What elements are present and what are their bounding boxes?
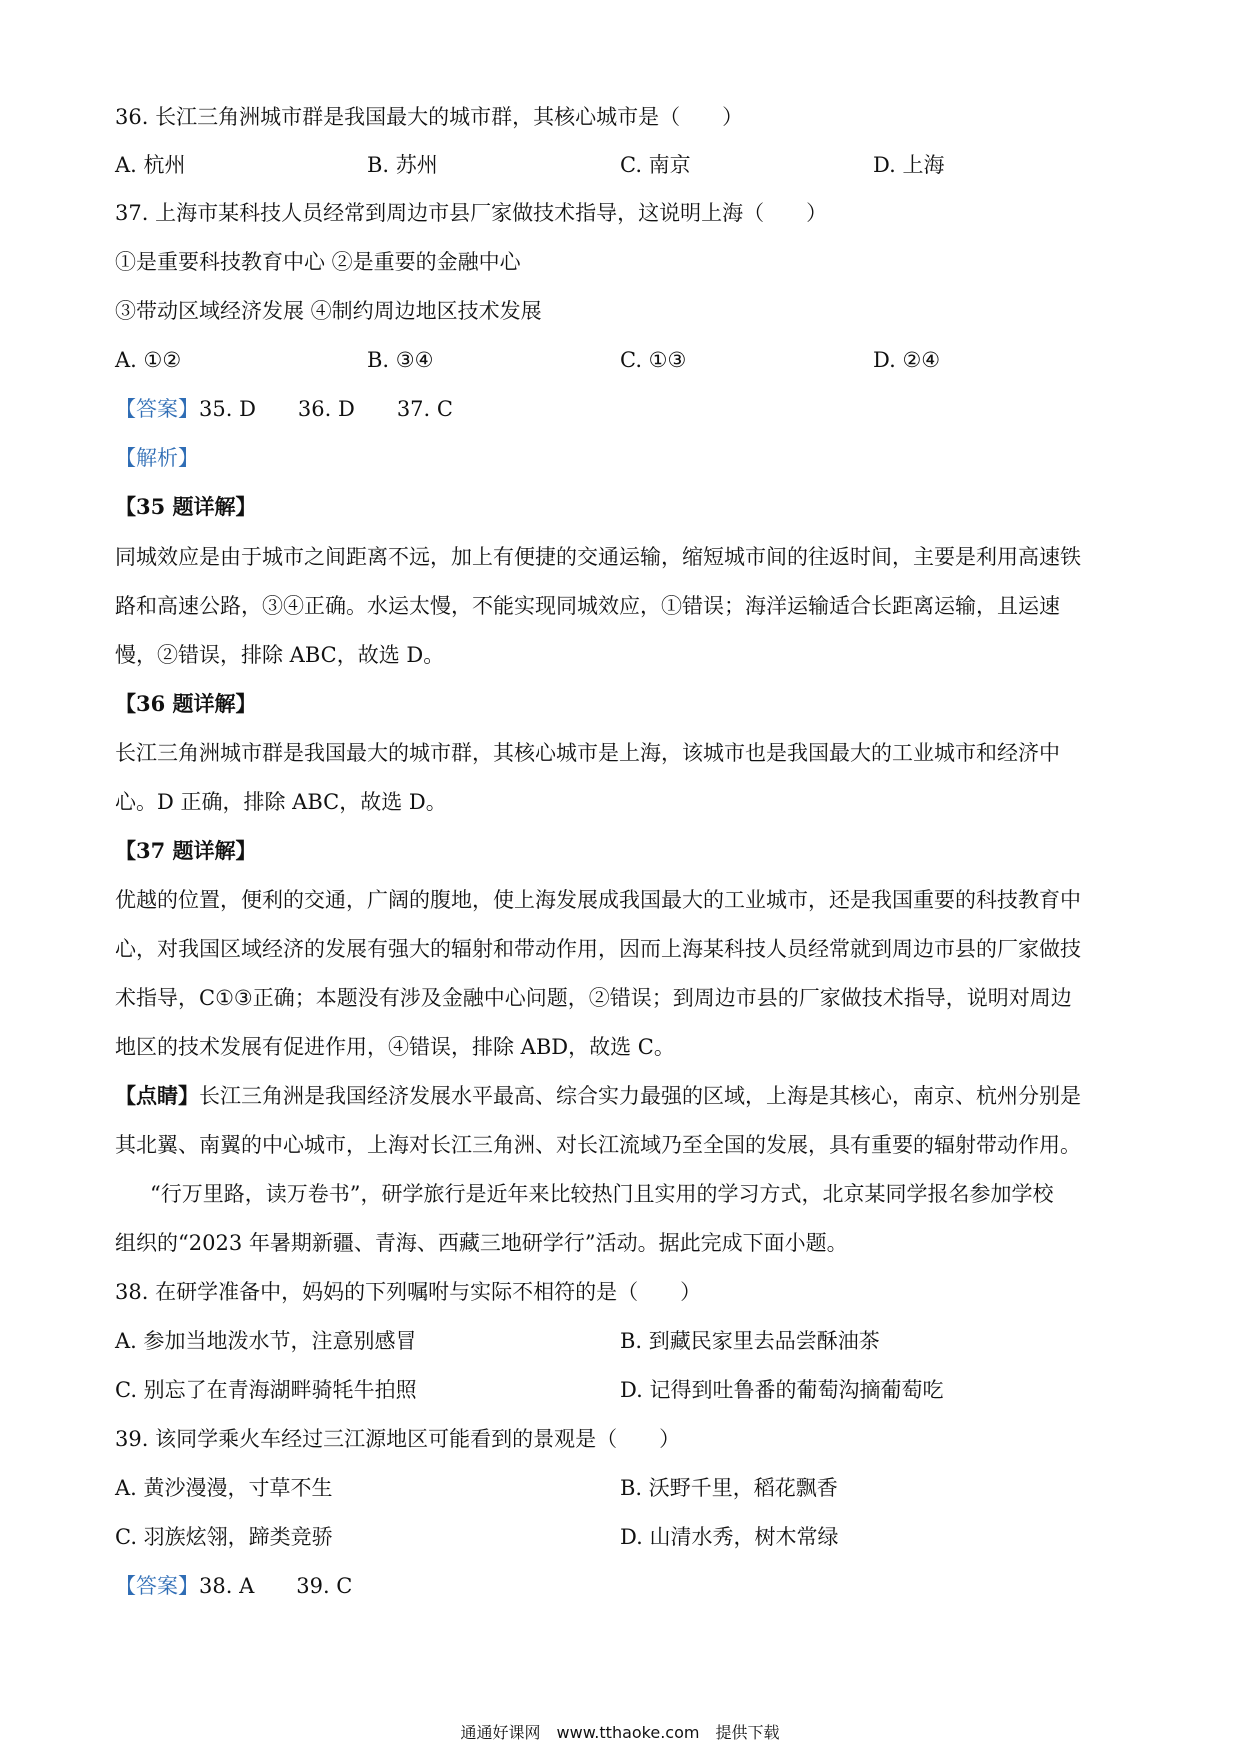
intro-line-1: “行万里路，读万卷书”，研学旅行是近年来比较热门且实用的学习方式，北京某同学报名参加学校 — [150, 1182, 1054, 1206]
q39-option-c: C. 羽族炫翎，蹄类竞骄 — [115, 1525, 333, 1549]
answer-tag: 【答案】 — [115, 397, 199, 421]
tip-line-1 — [115, 1081, 1135, 1111]
q36-option-c: C. 南京 — [620, 153, 691, 177]
q37-option-d: D. ②④ — [873, 348, 941, 372]
footer-watermark: 通通好课网 www.tthaoke.com 提供下载 — [460, 1723, 780, 1742]
q37-option-a: A. ①② — [115, 348, 182, 372]
detail-37-line-2: 心，对我国区域经济的发展有强大的辐射和带动作用，因而上海某科技人员经常就到周边市县的厂家做技 — [115, 937, 1081, 961]
detail-35-line-2: 路和高速公路，③④正确。水运太慢，不能实现同城效应，①错误；海洋运输适合长距离运输，且运速 — [115, 594, 1060, 618]
answer-text: 35. D 36. D 37. C — [199, 397, 453, 421]
detail-37-title: 【37 题详解】 — [115, 838, 257, 863]
tip-text-1: 长江三角洲是我国经济发展水平最高、综合实力最强的区域，上海是其核心，南京、杭州分别是 — [199, 1084, 1081, 1108]
detail-36-title: 【36 题详解】 — [115, 691, 257, 716]
detail-37-line-1: 优越的位置，便利的交通，广阔的腹地，使上海发展成我国最大的工业城市，还是我国重要的科技教育中 — [115, 888, 1081, 912]
q37-statement-line-1: ①是重要科技教育中心 ②是重要的金融中心 — [115, 250, 521, 274]
q37-option-c: C. ①③ — [620, 348, 687, 372]
question-38-stem: 38. 在研学准备中，妈妈的下列嘱咐与实际不相符的是（ ） — [115, 1280, 702, 1304]
q36-option-d: D. 上海 — [873, 153, 945, 177]
q36-option-b: B. 苏州 — [367, 153, 438, 177]
detail-35-line-1: 同城效应是由于城市之间距离不远，加上有便捷的交通运输，缩短城市间的往返时间，主要是利用高速铁 — [115, 545, 1081, 569]
q38-option-b: B. 到藏民家里去品尝酥油茶 — [620, 1329, 880, 1353]
tip-tag: 【点睛】 — [115, 1083, 199, 1108]
intro-line-2: 组织的“2023 年暑期新疆、青海、西藏三地研学行”活动。据此完成下面小题。 — [115, 1231, 848, 1255]
question-39-stem: 39. 该同学乘火车经过三江源地区可能看到的景观是（ ） — [115, 1427, 681, 1451]
question-36-stem: 36. 长江三角洲城市群是我国最大的城市群，其核心城市是（ ） — [115, 105, 744, 129]
q37-statement-line-2: ③带动区域经济发展 ④制约周边地区技术发展 — [115, 299, 542, 323]
detail-35-line-3: 慢，②错误，排除 ABC，故选 D。 — [115, 643, 445, 667]
tip-line-2: 其北翼、南翼的中心城市，上海对长江三角洲、对长江流域乃至全国的发展，具有重要的辐射带动作用。 — [115, 1133, 1081, 1157]
detail-36-line-1: 长江三角洲城市群是我国最大的城市群，其核心城市是上海，该城市也是我国最大的工业城市和经济中 — [115, 741, 1060, 765]
q38-option-c: C. 别忘了在青海湖畔骑牦牛拍照 — [115, 1378, 417, 1402]
answer-block-1 — [115, 394, 1135, 424]
q38-option-a: A. 参加当地泼水节，注意别感冒 — [115, 1329, 417, 1353]
q37-option-b: B. ③④ — [367, 348, 434, 372]
detail-37-line-3: 术指导，C①③正确；本题没有涉及金融中心问题，②错误；到周边市县的厂家做技术指导，说明对周边 — [115, 986, 1072, 1010]
detail-37-line-4: 地区的技术发展有促进作用，④错误，排除 ABD，故选 C。 — [115, 1035, 675, 1059]
question-37-stem: 37. 上海市某科技人员经常到周边市县厂家做技术指导，这说明上海（ ） — [115, 201, 828, 225]
q36-option-a: A. 杭州 — [115, 153, 186, 177]
q39-option-d: D. 山清水秀，树木常绿 — [620, 1525, 839, 1549]
q39-option-b: B. 沃野千里，稻花飘香 — [620, 1476, 838, 1500]
analysis-tag: 【解析】 — [115, 446, 199, 470]
q39-option-a: A. 黄沙漫漫，寸草不生 — [115, 1476, 333, 1500]
q38-option-d: D. 记得到吐鲁番的葡萄沟摘葡萄吃 — [620, 1378, 944, 1402]
answer-tag-2: 【答案】 — [115, 1574, 199, 1598]
detail-35-title: 【35 题详解】 — [115, 494, 257, 519]
answer-block-2 — [115, 1571, 1135, 1601]
detail-36-line-2: 心。D 正确，排除 ABC，故选 D。 — [115, 790, 447, 814]
answer-text-2: 38. A 39. C — [199, 1574, 353, 1598]
